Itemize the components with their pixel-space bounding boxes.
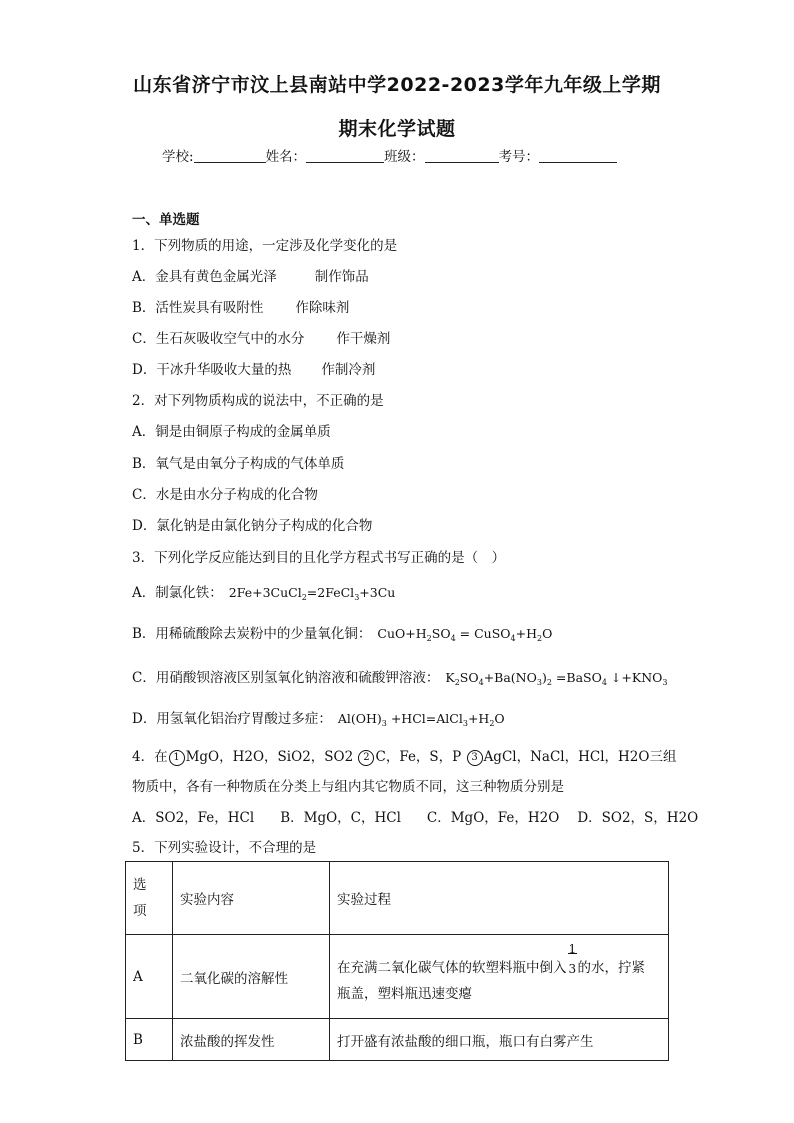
question-1-option-a: A．金具有黄色金属光泽 制作饰品 (132, 269, 369, 285)
equation-c: $K_2SO_4+Ba(NO_3)_2$ =BaSO$_4$ $↓+KNO_3$ (445, 670, 668, 687)
question-3-stem: 3．下列化学反应能达到目的且化学方程式书写正确的是（ ） (132, 550, 506, 566)
school-field[interactable] (194, 148, 266, 163)
question-1-stem: 1．下列物质的用途，一定涉及化学变化的是 (132, 238, 398, 254)
equation-d: $Al(OH)_3$ $+HCl=AlCl_3+H_2O$ (337, 711, 505, 728)
school-label: 学校: (162, 149, 194, 165)
class-label: 班级： (384, 149, 425, 165)
question-4-stem-line2: 物质中，各有一种物质在分类上与组内其它物质不同，这三种物质分别是 (132, 779, 564, 795)
question-3-option-a: A．制氯化铁： 2Fe+3CuCl$_2$=2FeCl$_3$+3Cu (132, 585, 396, 602)
page-title: 山东省济宁市汶上县南站中学2022-2023学年九年级上学期 (133, 74, 661, 96)
header-option: 选 项 (126, 862, 173, 935)
question-1-option-d: D．干冰升华吸收大量的热 作制冷剂 (132, 362, 376, 378)
header-content: 实验内容 (173, 862, 330, 935)
question-1-option-b: B．活性炭具有吸附性 作除味剂 (132, 300, 350, 316)
table-row (126, 1019, 669, 1061)
question-3-option-c: C．用硝酸钡溶液区别氢氧化钠溶液和硫酸钾溶液： $K_2SO_4+Ba(NO_3)_2$ =BaSO$_4$ $↓+KNO_3$ (132, 670, 668, 687)
question-4-options: A．SO2，Fe，HCl B．MgO，C，HCl C．MgO，Fe，H2O D．SO2，S，H2O (132, 810, 699, 826)
question-2-stem: 2．对下列物质构成的说法中，不正确的是 (132, 393, 384, 409)
name-field[interactable] (306, 148, 384, 163)
section-heading: 一、单选题 (132, 212, 200, 228)
question-2-option-b: B．氧气是由氧分子构成的气体单质 (132, 456, 345, 472)
question-4-stem-line1: 4．在 1 MgO，H2O，SiO2，SO2 2 C，Fe，S，P 3 AgCl，NaCl，HCl，H2O三组 (132, 749, 677, 765)
question-2-option-a: A．铜是由铜原子构成的金属单质 (132, 424, 331, 440)
fraction-one-third: $\frac{1}{3}$ (568, 941, 577, 976)
row-process: 在充满二氧化碳气体的软塑料瓶中倒入 $\frac{1}{3}$ 的水，拧紧 瓶盖，塑料瓶迅速变瘪 (330, 935, 669, 1019)
question-3-option-b: B．用稀硫酸除去炭粉中的少量氧化铜： $CuO+H_2SO_4$ = $CuSO_4+H_2O$ (132, 626, 553, 643)
equation-b: $CuO+H_2SO_4$ = $CuSO_4+H_2O$ (377, 626, 553, 643)
question-2-option-c: C．水是由水分子构成的化合物 (132, 487, 318, 503)
exam-no-field[interactable] (539, 148, 617, 163)
exam-no-label: 考号： (498, 149, 540, 165)
row-content: 二氧化碳的溶解性 (173, 935, 330, 1019)
circled-number-3: 3 (467, 750, 483, 766)
row-process: 打开盛有浓盐酸的细口瓶，瓶口有白雾产生 (330, 1019, 669, 1061)
row-option: A (126, 935, 173, 1019)
name-label: 姓名： (265, 149, 307, 165)
circled-number-2: 2 (358, 750, 374, 766)
question-2-option-d: D．氯化钠是由氯化钠分子构成的化合物 (132, 518, 373, 534)
table-header-row (126, 862, 669, 935)
experiment-table (125, 861, 669, 1061)
equation-a: 2Fe+3CuCl$_2$=2FeCl$_3$+3Cu (228, 585, 396, 602)
header-process: 实验过程 (330, 862, 669, 935)
circled-number-1: 1 (169, 750, 185, 766)
question-3-option-d: D．用氢氧化铝治疗胃酸过多症： $Al(OH)_3$ $+HCl=AlCl_3+H_2O$ (132, 711, 505, 728)
question-5-stem: 5．下列实验设计，不合理的是 (132, 840, 317, 856)
row-content: 浓盐酸的挥发性 (173, 1019, 330, 1061)
student-info-row (162, 145, 617, 165)
table-row (126, 935, 669, 1019)
row-option: B (126, 1019, 173, 1061)
page-subtitle: 期末化学试题 (338, 118, 456, 140)
question-1-option-c: C．生石灰吸收空气中的水分 作干燥剂 (132, 331, 391, 347)
class-field[interactable] (425, 148, 499, 163)
